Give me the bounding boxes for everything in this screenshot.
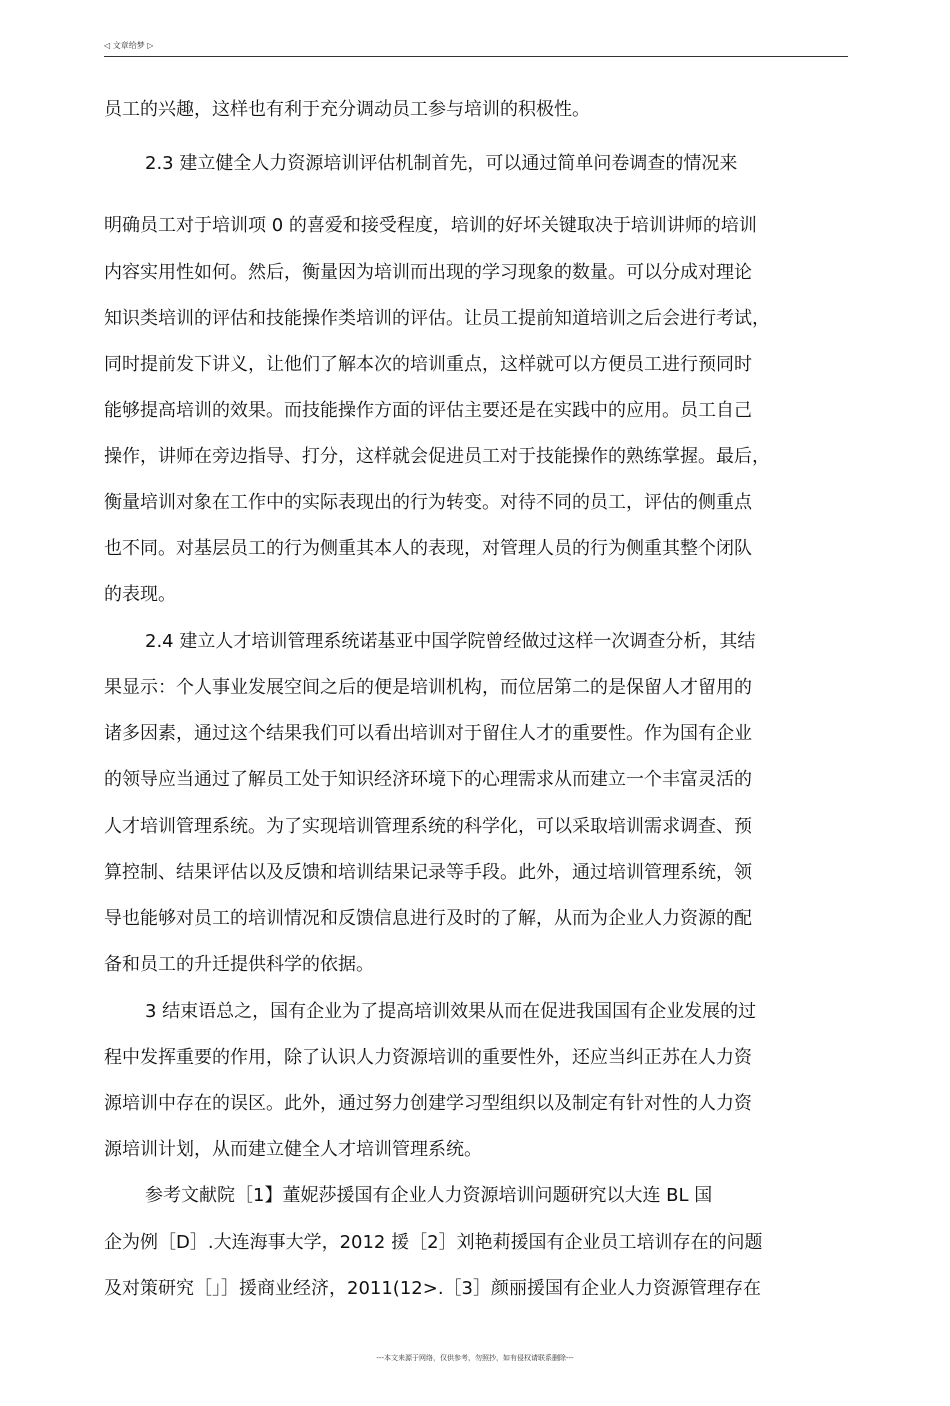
reference-line: 企为例［D］.大连海事大学，2012 援［2］刘艳莉援国有企业员工培训存在的问题	[104, 1232, 763, 1253]
body-line: 衡量培训对象在工作中的实际表现出的行为转变。对待不同的员工，评估的侧重点	[104, 492, 752, 513]
section-heading-2-4: 2.4 建立人才培训管理系统诺基亚中国学院曾经做过这样一次调查分析，其结	[145, 631, 756, 652]
body-line: 备和员工的升迁提供科学的依据。	[104, 954, 374, 975]
body-line: 明确员工对于培训项 0 的喜爱和接受程度，培训的好坏关键取决于培训讲师的培训	[104, 215, 757, 236]
reference-line: 及对策研究［」］援商业经济，2011(12>.［3］颜丽援国有企业人力资源管理存在	[104, 1278, 761, 1299]
page-footer: ---本文来源于网络，仅供参考，勿照抄，如有侵权请联系删除---	[376, 1354, 574, 1362]
body-line: 也不同。对基层员工的行为侧重其本人的表现，对管理人员的行为侧重其整个闭队	[104, 538, 752, 559]
body-line: 算控制、结果评估以及反馈和培训结果记录等手段。此外，通过培训管理系统，领	[104, 862, 752, 883]
body-line: 程中发挥重要的作用，除了认识人力资源培训的重要性外，还应当纠正苏在人力资	[104, 1047, 752, 1068]
body-line: 操作，讲师在旁边指导、打分，这样就会促进员工对于技能操作的熟练掌握。最后，	[104, 446, 770, 467]
section-heading-3: 3 结束语总之，国有企业为了提高培训效果从而在促进我国国有企业发展的过	[145, 1001, 757, 1022]
body-line: 源培训中存在的误区。此外，通过努力创建学习型组织以及制定有针对性的人力资	[104, 1093, 752, 1114]
body-line: 导也能够对员工的培训情况和反馈信息进行及时的了解，从而为企业人力资源的配	[104, 908, 752, 929]
body-line: 能够提高培训的效果。而技能操作方面的评估主要还是在实践中的应用。员工自己	[104, 400, 752, 421]
section-heading-2-3: 2.3 建立健全人力资源培训评估机制首先，可以通过简单问卷调查的情况来	[145, 153, 738, 174]
body-line: 知识类培训的评估和技能操作类培训的评估。让员工提前知道培训之后会进行考试，	[104, 308, 770, 329]
body-line: 内容实用性如何。然后，衡量因为培训而出现的学习现象的数量。可以分成对理论	[104, 262, 752, 283]
body-line: 人才培训管理系统。为了实现培训管理系统的科学化，可以采取培训需求调查、预	[104, 816, 752, 837]
body-line: 果显示：个人事业发展空间之后的便是培训机构，而位居第二的是保留人才留用的	[104, 677, 752, 698]
body-line: 诸多因素，通过这个结果我们可以看出培训对于留住人才的重要性。作为国有企业	[104, 723, 752, 744]
body-line: 的领导应当通过了解员工处于知识经济环境下的心理需求从而建立一个丰富灵活的	[104, 769, 752, 790]
references-heading: 参考文献院［1】董妮莎援国有企业人力资源培训问题研究以大连 BL 国	[145, 1185, 713, 1206]
header-logo-text: ◁ 文章给梦 ▷	[104, 41, 154, 50]
page-header	[104, 40, 848, 57]
body-line: 员工的兴趣，这样也有利于充分调动员工参与培训的积极性。	[104, 99, 590, 120]
body-line: 同时提前发下讲义，让他们了解本次的培训重点，这样就可以方便员工进行预同时	[104, 354, 752, 375]
body-line: 的表现。	[104, 584, 176, 605]
body-line: 源培训计划，从而建立健全人才培训管理系统。	[104, 1139, 482, 1160]
